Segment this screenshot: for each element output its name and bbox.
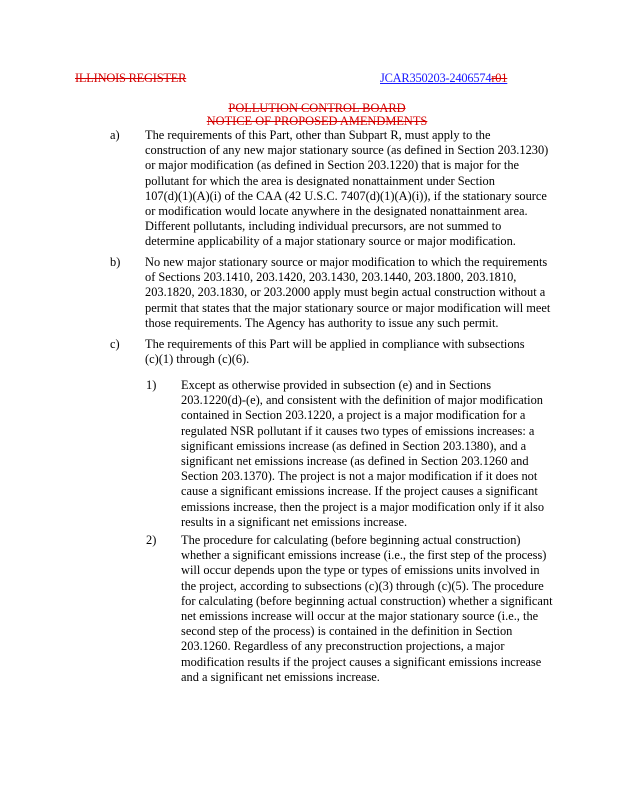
jcar-code-deleted-suffix: r01 [491, 71, 508, 85]
text-line: those requirements. The Agency has authority to issue any such permit. [145, 315, 499, 330]
paragraph-body [145, 128, 548, 250]
text-line: regulated NSR pollutant if it causes two types of emissions increases: a [181, 423, 535, 438]
text-line: The requirements of this Part, other than Subpart R, must apply to the [145, 128, 491, 142]
text-line: second step of the process) is contained in the definition in Section [181, 624, 513, 639]
text-line: Different pollutants, including individual precursors, are not summed to [145, 219, 502, 234]
subsection-c1 [146, 378, 544, 530]
text-line: or modification would locate anywhere in the designated nonattainment area. [145, 204, 528, 219]
jcar-code-prefix: JCAR350203- [380, 71, 450, 85]
text-line: Section 203.1370). The project is not a major modification if it does not [181, 469, 538, 484]
paragraph-body [145, 337, 525, 367]
agency-title: POLLUTION CONTROL BOARD [228, 101, 406, 115]
text-line: 203.1820, 203.1830, or 203.2000 apply must begin actual construction without a [145, 285, 546, 300]
text-line: pollutant for which the area is designated nonattainment under Section [145, 173, 495, 188]
text-line: for calculating (before beginning actual construction) whether a significant [181, 593, 553, 608]
text-line: emissions increase, then the project is a major modification only if it also [181, 499, 545, 514]
text-line: the project, according to subsections (c)(3) through (c)(5). The procedure [181, 578, 544, 593]
text-line: significant net emissions increase (as defined in Section 203.1260 and [181, 454, 529, 469]
text-line: The requirements of this Part will be applied in compliance with subsections [145, 337, 525, 351]
text-line: 203.1220(d)-(e), and consistent with the definition of major modification [181, 393, 543, 408]
text-line: construction of any new major stationary source (as defined in Section 203.1230) [145, 143, 549, 158]
paragraph-label: b) [110, 255, 121, 269]
text-line: determine applicability of a major stationary source or major modification. [145, 234, 516, 249]
paragraph-label: c) [110, 337, 120, 351]
paragraph-body [145, 255, 550, 331]
text-line: Except as otherwise provided in subsection (e) and in Sections [181, 378, 492, 392]
subsection-c2 [146, 533, 553, 685]
notice-title: NOTICE OF PROPOSED AMENDMENTS [206, 114, 428, 128]
text-line: net emissions increase will occur at the major stationary source (i.e., the [181, 609, 539, 624]
register-name: ILLINOIS REGISTER [75, 71, 187, 85]
text-line: cause a significant emissions increase. If the project causes a significant [181, 484, 538, 499]
text-line: of Sections 203.1410, 203.1420, 203.1430, 203.1440, 203.1800, 203.1810, [145, 270, 517, 285]
paragraph-label: a) [110, 128, 120, 142]
text-line: modification results if the project causes a significant emissions increase [181, 654, 542, 669]
text-line: significant emissions increase (as defined in Section 203.1380), and a [181, 438, 527, 453]
text-line: whether a significant emissions increase (i.e., the first step of the process) [181, 548, 547, 563]
paragraph-body [181, 378, 544, 530]
text-line: The procedure for calculating (before beginning actual construction) [181, 533, 521, 547]
paragraph-b [110, 255, 550, 331]
paragraph-body [181, 533, 553, 685]
text-line: results in a significant net emissions increase. [181, 514, 408, 529]
text-line: 203.1260. Regardless of any preconstruction projections, a major [181, 639, 505, 654]
text-line: 107(d)(1)(A)(i) of the CAA (42 U.S.C. 7407(d)(1)(A)(i)), if the stationary source [145, 188, 547, 203]
paragraph-label: 1) [146, 378, 157, 392]
paragraph-c [110, 337, 525, 367]
text-line: (c)(1) through (c)(6). [145, 352, 250, 367]
text-line: and a significant net emissions increase. [181, 669, 380, 684]
text-line: will occur depends upon the type or types of emissions units involved in [181, 563, 540, 578]
text-line: contained in Section 203.1220, a project is a major modification for a [181, 408, 526, 423]
text-line: permit that states that the major stationary source or major modification will meet [145, 300, 551, 315]
text-line: or major modification (as defined in Section 203.1220) that is major for the [145, 158, 520, 173]
jcar-code-number: 2406574 [449, 71, 492, 85]
paragraph-label: 2) [146, 533, 157, 547]
jcar-code [380, 71, 507, 86]
text-line: No new major stationary source or major modification to which the requirements [145, 255, 548, 269]
paragraph-a [110, 128, 548, 250]
